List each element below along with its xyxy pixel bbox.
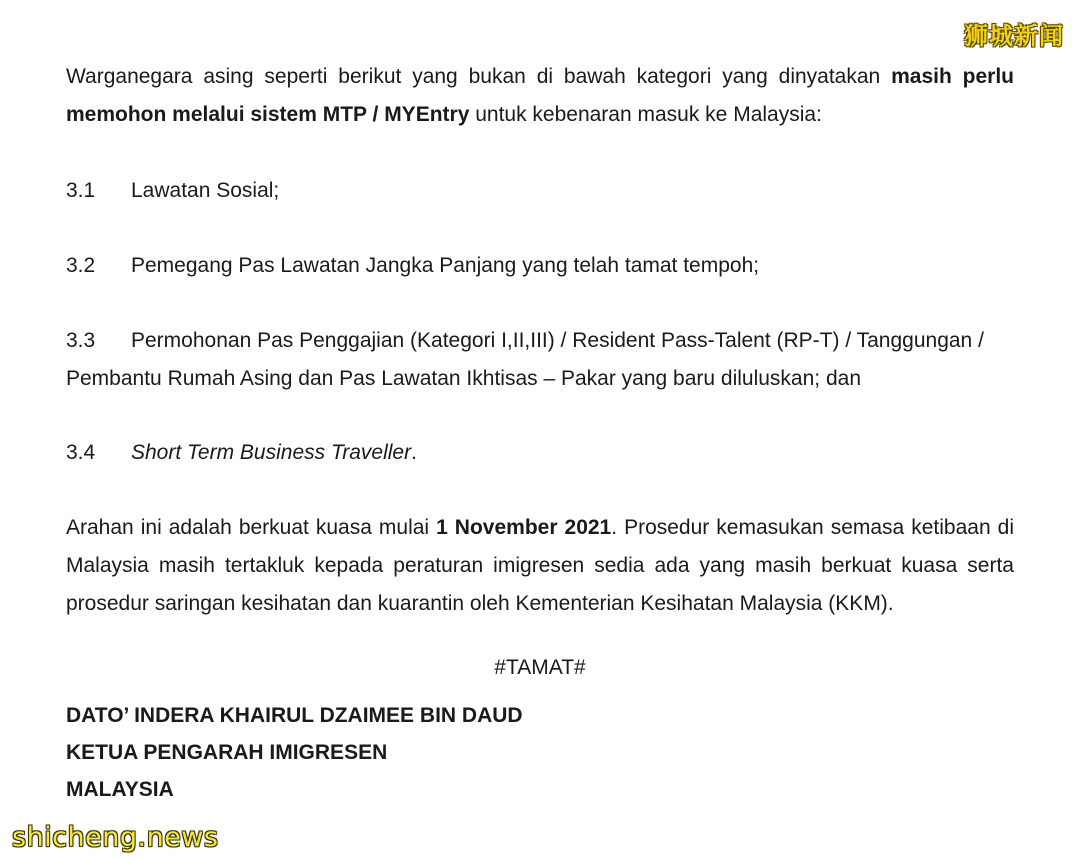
list-item <box>66 322 1014 398</box>
intro-bold-text: masih perlu memohon melalui sistem MTP / MYEntry <box>66 65 1014 126</box>
item-text-italic: Short Term Business Traveller <box>131 441 412 464</box>
signatory-country: MALAYSIA <box>66 778 174 801</box>
item-number: 3.3 <box>66 329 96 352</box>
item-number: 3.4 <box>66 441 96 464</box>
list-item <box>66 172 1014 210</box>
item-number: 3.2 <box>66 254 96 277</box>
signatory-name: DATO’ INDERA KHAIRUL DZAIMEE BIN DAUD <box>66 704 523 727</box>
directive-paragraph <box>66 509 1014 623</box>
intro-paragraph <box>66 58 1014 134</box>
watermark-bottom-left: shicheng.news <box>12 822 219 853</box>
list-item <box>66 434 1014 472</box>
item-first-line <box>66 322 1014 360</box>
item-number: 3.1 <box>66 179 96 202</box>
item-text: Lawatan Sosial; <box>131 179 280 202</box>
item-text: Pemegang Pas Lawatan Jangka Panjang yang telah tamat tempoh; <box>131 254 760 277</box>
item-text-continuation: Pembantu Rumah Asing dan Pas Lawatan Ikhtisas – Pakar yang baru diluluskan; dan <box>66 367 861 390</box>
item-text: Permohonan Pas Penggajian (Kategori I,II,III) / Resident Pass-Talent (RP-T) / Tanggungan / <box>131 329 984 352</box>
directive-date: 1 November 2021 <box>436 516 612 539</box>
item-suffix: . <box>411 441 417 464</box>
item-text-wrap <box>131 434 417 472</box>
intro-text-before: Warganegara asing seperti berikut yang bukan di bawah kategori yang dinyatakan <box>66 65 892 88</box>
signatory-title: KETUA PENGARAH IMIGRESEN <box>66 741 388 764</box>
end-mark: #TAMAT# <box>494 656 586 679</box>
watermark-top-right: 狮城新闻 <box>964 22 1064 50</box>
directive-text-before: Arahan ini adalah berkuat kuasa mulai <box>66 516 437 539</box>
list-item <box>66 247 1014 285</box>
intro-text-after: untuk kebenaran masuk ke Malaysia: <box>469 103 822 126</box>
directive-text-after: . Prosedur kemasukan semasa ketibaan di Malaysia masih tertakluk kepada peraturan imigresen sedia ada yang masih berkuat kuasa serta prosedur saringan kesihatan dan kuarantin oleh Kementerian Kesihatan Malaysia (KKM). <box>66 516 1014 615</box>
